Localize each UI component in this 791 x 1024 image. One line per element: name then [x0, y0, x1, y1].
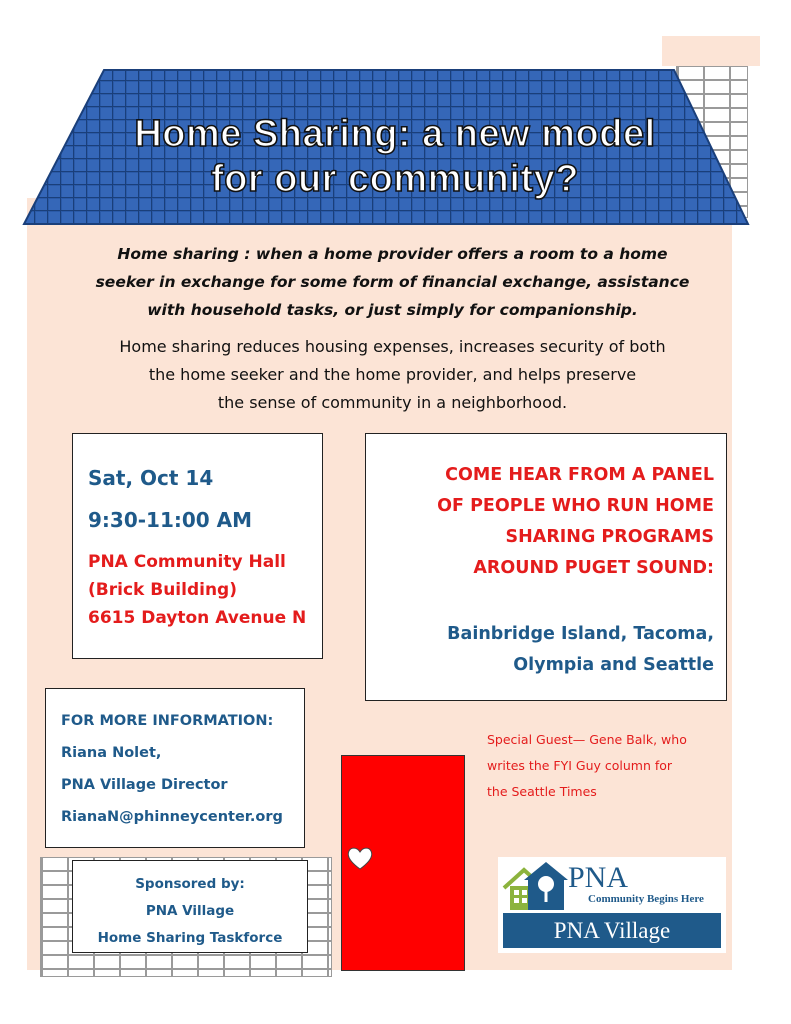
panel-cities-line-1: Bainbridge Island, Tacoma, [447, 624, 714, 644]
venue-line-3: 6615 Dayton Avenue N [88, 608, 307, 628]
special-guest-note [487, 727, 727, 805]
guest-line-1: Special Guest— Gene Balk, who [487, 732, 687, 747]
panel-cities-line-2: Olympia and Seattle [513, 655, 714, 675]
panel-heading-line-2: OF PEOPLE WHO RUN HOME [437, 496, 714, 516]
event-time: 9:30-11:00 AM [88, 508, 253, 532]
definition-line-1: Home sharing : when a home provider offers a room to a home [117, 245, 668, 263]
contact-info [61, 705, 283, 833]
logo-tagline: Community Begins Here [588, 893, 704, 905]
benefits-line-2: the home seeker and the home provider, and helps preserve [148, 365, 637, 384]
contact-heading: FOR MORE INFORMATION: [61, 713, 274, 729]
panel-heading-line-3: SHARING PROGRAMS [505, 527, 714, 547]
logo-name: PNA [568, 861, 629, 894]
sponsor-line-3: Home Sharing Taskforce [97, 930, 283, 946]
panel-cities [380, 619, 714, 681]
event-venue [88, 548, 306, 632]
sponsor-text [72, 871, 308, 952]
contact-role: PNA Village Director [61, 777, 228, 793]
heart-icon [345, 843, 375, 873]
definition-line-3: with household tasks, or just simply for companionship. [147, 301, 638, 319]
sponsor-line-1: Sponsored by: [135, 876, 245, 892]
benefits-line-1: Home sharing reduces housing expenses, increases security of both [119, 337, 666, 356]
benefits-line-3: the sense of community in a neighborhood. [217, 393, 568, 412]
contact-name: Riana Nolet, [61, 745, 162, 761]
venue-line-2: (Brick Building) [88, 580, 237, 600]
title-line-1: Home Sharing: a new model [134, 113, 656, 155]
definition-line-2: seeker in exchange for some form of financial exchange, assistance [95, 273, 690, 291]
event-date: Sat, Oct 14 [88, 466, 214, 490]
venue-line-1: PNA Community Hall [88, 552, 286, 572]
page-title [90, 112, 700, 202]
guest-line-2: writes the FYI Guy column for [487, 758, 673, 773]
panel-heading-line-4: AROUND PUGET SOUND: [473, 558, 714, 578]
sponsor-line-2: PNA Village [145, 903, 235, 919]
panel-heading-line-1: COME HEAR FROM A PANEL [445, 465, 714, 485]
guest-line-3: the Seattle Times [487, 784, 597, 799]
contact-email-link[interactable]: RianaN@phinneycenter.org [61, 809, 283, 825]
definition-text [55, 240, 730, 324]
logo-village-label: PNA Village [553, 918, 671, 943]
chimney-cap [662, 36, 760, 66]
panel-heading [380, 460, 714, 584]
title-line-2: for our community? [211, 158, 579, 200]
benefits-text [55, 333, 730, 417]
